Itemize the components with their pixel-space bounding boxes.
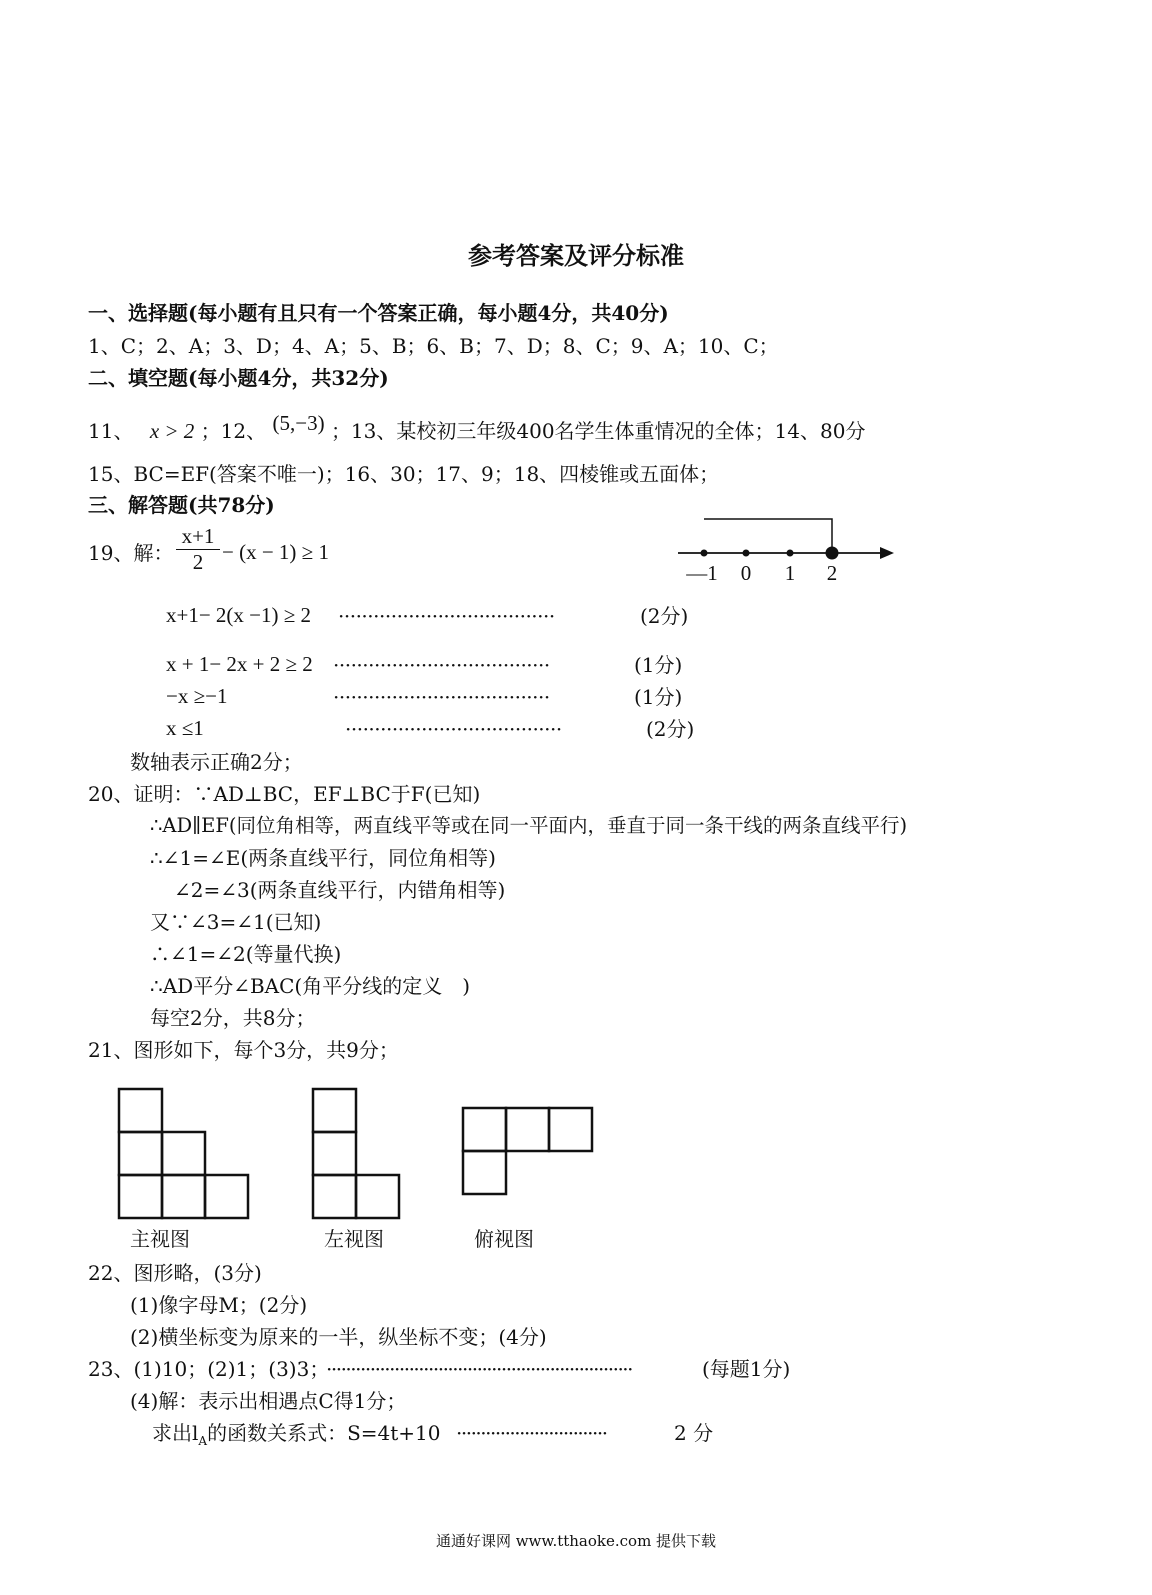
front-view-label: 主视图 — [130, 1227, 190, 1251]
q12-number: ；12、 — [200, 419, 267, 443]
q23-score: (每题1分) — [702, 1357, 791, 1381]
top-view-diagram — [462, 1107, 594, 1197]
q20-line-3: ∠2=∠3(两条直线平行，内错角相等) — [174, 878, 506, 902]
q12-answer: (5,−3) — [272, 411, 325, 435]
q23-dots: ······························································· — [326, 1357, 633, 1381]
front-view-diagram — [118, 1088, 250, 1220]
point-1 — [787, 550, 794, 557]
fill-line-1-rest: ；13、某校初三年级400名学生体重情况的全体；14、80分 — [330, 419, 866, 443]
tick-label-0: 0 — [740, 561, 752, 585]
q23-label: 23、(1)10；(2)1；(3)3； — [88, 1357, 330, 1381]
q19-fraction-denominator: 2 — [192, 550, 204, 574]
q19-inequality-rest: − (x − 1) ≥ 1 — [222, 540, 329, 564]
q11-answer: x > 2 — [149, 419, 195, 443]
q23-line-3-score: 2 分 — [674, 1421, 714, 1445]
q22-line-1: (1)像字母M；(2分) — [130, 1293, 308, 1317]
left-view-label: 左视图 — [324, 1227, 384, 1251]
q19-step-3-score: (1分) — [634, 685, 683, 709]
q19-step-1-score: (2分) — [640, 604, 689, 628]
tick-label-2: 2 — [826, 561, 838, 585]
q19-step-1: x+1− 2(x −1) ≥ 2 — [166, 603, 312, 627]
q20-label: 20、证明：∵AD⊥BC，EF⊥BC于F(已知) — [88, 782, 481, 806]
q19-step-2-dots: ····································· — [333, 653, 550, 677]
q20-line-1: ∴AD∥EF(同位角相等，两直线平等或在同一平面内，垂直于同一条干线的两条直线平行) — [150, 814, 908, 837]
q19-step-3-dots: ····································· — [333, 685, 550, 709]
tick-label-neg1: —1 — [686, 561, 718, 585]
page-footer: 通通好课网 www.tthaoke.com 提供下载 — [435, 1532, 717, 1550]
q19-fraction — [176, 524, 220, 575]
section-heading-solve: 三、解答题(共78分) — [88, 493, 275, 517]
left-view-diagram — [312, 1088, 402, 1220]
q23-line-3-subscript: A — [198, 1434, 208, 1448]
choice-answers: 1、C；2、A；3、D；4、A；5、B；6、B；7、D；8、C；9、A；10、C； — [88, 334, 779, 358]
q19-fraction-numerator: x+1 — [181, 524, 215, 548]
q19-step-1-dots: ····································· — [338, 604, 555, 628]
fill-line-2: 15、BC=EF(答案不唯一)；16、30；17、9；18、四棱锥或五面体； — [88, 462, 720, 486]
q20-line-2: ∴∠1=∠E(两条直线平行，同位角相等) — [150, 846, 496, 870]
q21-label: 21、图形如下，每个3分，共9分； — [88, 1038, 399, 1062]
q19-step-3: −x ≥−1 — [166, 684, 228, 708]
q20-line-6: ∴AD平分∠BAC(角平分线的定义 ) — [150, 974, 471, 998]
q19-step-2-score: (1分) — [634, 653, 683, 677]
q23-line-3-prefix: 求出l — [152, 1421, 199, 1445]
q19-step-2: x + 1− 2x + 2 ≥ 2 — [166, 652, 313, 676]
q20-line-4: 又∵∠3=∠1(已知) — [150, 910, 322, 934]
q20-line-7: 每空2分，共8分； — [150, 1006, 316, 1030]
q23-line-3-dots: ······························· — [456, 1421, 607, 1445]
point-0 — [743, 550, 750, 557]
q11-number: 11、 — [88, 419, 134, 443]
q22-label: 22、图形略，(3分) — [88, 1261, 262, 1285]
solution-bracket — [704, 519, 832, 553]
top-view-label: 俯视图 — [474, 1227, 534, 1251]
tick-label-1: 1 — [784, 561, 796, 585]
q19-step-4-dots: ····································· — [345, 717, 562, 741]
q23-line-2: (4)解：表示出相遇点C得1分； — [130, 1389, 407, 1413]
q19-step-4-score: (2分) — [646, 717, 695, 741]
q20-line-5: ∴∠1=∠2(等量代换) — [150, 942, 342, 966]
q19-label: 19、解： — [88, 541, 174, 565]
q23-line-3 — [152, 1420, 441, 1454]
section-heading-choice: 一、选择题(每小题有且只有一个答案正确，每小题4分，共40分) — [88, 301, 669, 325]
axis-arrow-icon — [880, 547, 894, 559]
section-heading-fill: 二、填空题(每小题4分，共32分) — [88, 366, 389, 390]
q22-line-2: (2)横坐标变为原来的一半，纵坐标不变；(4分) — [130, 1325, 547, 1349]
page-title: 参考答案及评分标准 — [468, 241, 684, 270]
q19-note: 数轴表示正确2分； — [130, 750, 303, 774]
fill-line-1 — [88, 411, 866, 444]
q23-line-3-formula: 的函数关系式：S=4t+10 — [207, 1421, 441, 1445]
q19-step-4: x ≤1 — [166, 716, 204, 740]
point-neg1 — [701, 550, 708, 557]
point-2-solid — [826, 547, 839, 560]
